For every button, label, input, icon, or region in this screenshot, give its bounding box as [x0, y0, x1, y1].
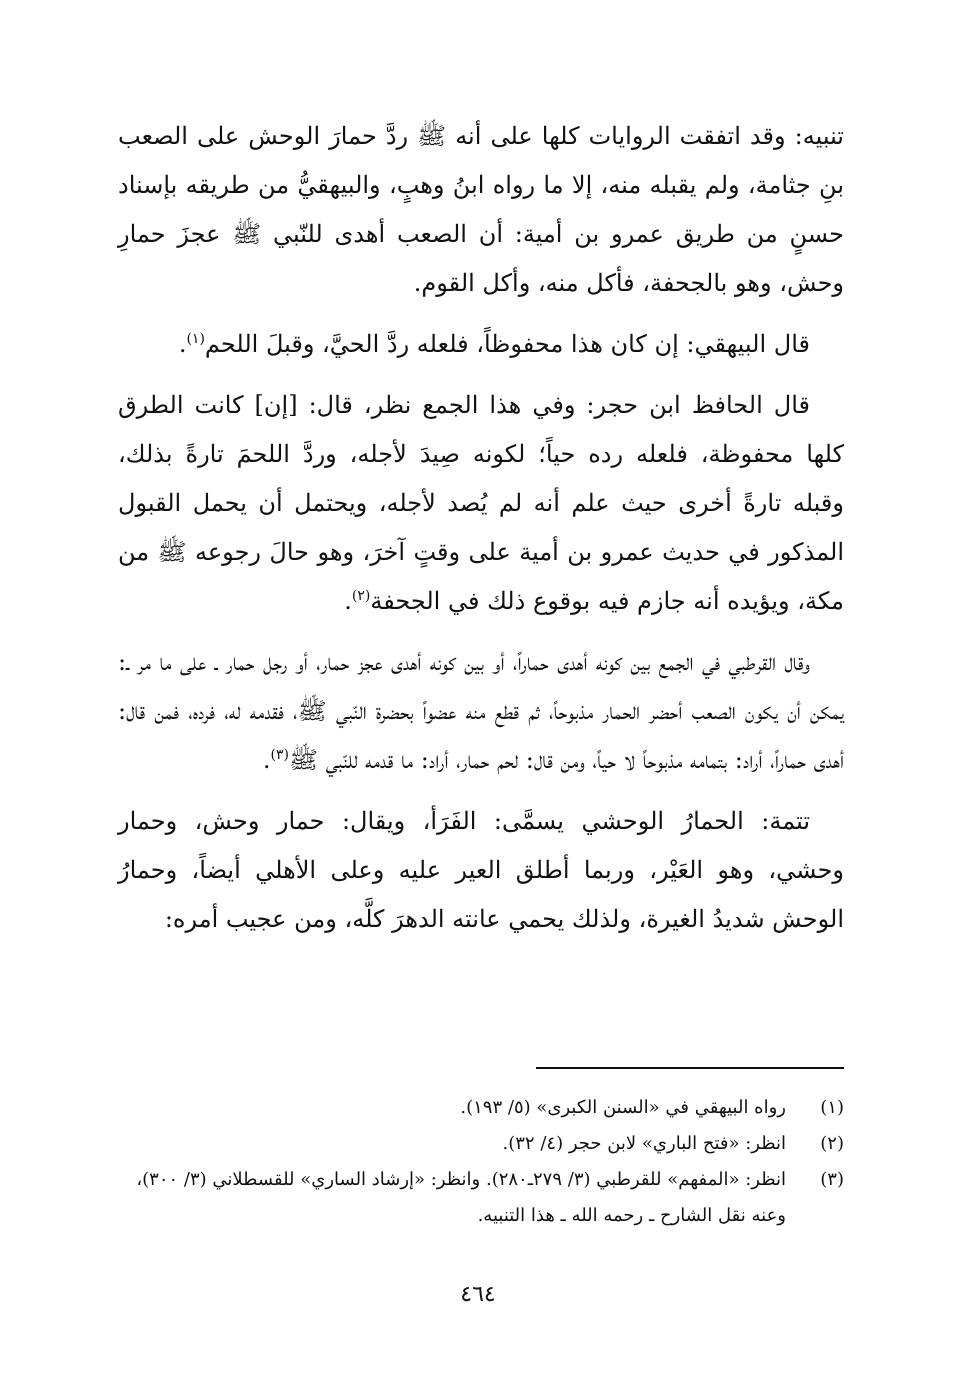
footnote-number: (٣)	[820, 1169, 844, 1190]
footnote-ref: (٢)	[351, 588, 371, 604]
footnote-ref: (٣)	[270, 747, 289, 763]
paragraph-tatimma: تتمة: الحمارُ الوحشي يسمَّى: الفَرَأ، ويقال: حمار وحش، وحمار وحشي، وهو العَيْر، وربما أطلق العير عليه وعلى الأهلي أيضاً، وحمارُ الوحش شديدُ الغيرة، ولذلك يحمي عانته الدهرَ كلَّه، ومن عجيب أمره:	[118, 807, 844, 933]
footnote-text: انظر: «المفهم» للقرطبي (٣/ ٢٧٩ـ٢٨٠). وانظر: «إرشاد الساري» للقسطلاني (٣/ ٣٠٠)، وعنه نقل الشارح ـ رحمه الله ـ هذا التنبيه.	[136, 1169, 786, 1226]
footnote-text: رواه البيهقي في «السنن الكبرى» (٥/ ١٩٣).	[460, 1097, 786, 1118]
main-text	[118, 112, 844, 956]
footnote-item	[118, 1162, 844, 1234]
paragraph-tanbih: تنبيه: وقد اتفقت الروايات كلها على أنه ﷺ ردَّ حمارَ الوحش على الصعب بنِ جثامة، ولم يقبله منه، إلا ما رواه ابنُ وهبٍ، والبيهقيُّ من طريقه بإسناد حسنٍ من طريق عمرو بن أمية: أن الصعب أهدى للنّبي ﷺ عجزَ حمارِ وحش، وهو بالجحفة، فأكل منه، وأكل القوم.	[118, 122, 844, 297]
paragraph-qurtubi: وقال القرطبي في الجمع بين كونه أهدى حماراً، أو بين كونه أهدى عجز حمار، أو رجل حمار ـ على ما مر ـ: يمكن أن يكون الصعب أحضر الحمار مذبوحاً، ثم قطع منه عضواً بحضرة النّبي ﷺ، فقدمه له، فرده، فمن قال: أهدى حماراً، أراد: بتمامه مذبوحاً لا حياً، ومن قال: لحم حمار، أراد: ما قدمه للنّبي ﷺ$^{(٣)}$.	[118, 648, 844, 774]
paragraph-ibn-hajar: قال الحافظ ابن حجر: وفي هذا الجمع نظر، قال: [إن] كانت الطرق كلها محفوظة، فلعله رده حياً؛ لكونه صِيدَ لأجله، وردَّ اللحمَ تارةً بذلك، وقبله تارةً أخرى حيث علم أنه لم يُصد لأجله، ويحتمل أن يحمل القبول المذكور في حديث عمرو بن أمية على وقتٍ آخرَ، وهو حالَ رجوعه ﷺ من مكة، ويؤيده أنه جازم فيه بوقوع ذلك في الجحفة$^{(٢)}$.	[118, 391, 844, 615]
footnote-text: انظر: «فتح الباري» لابن حجر (٤/ ٣٢).	[502, 1133, 786, 1154]
paragraph-bayhaqi: قال البيهقي: إن كان هذا محفوظاً، فلعله ردَّ الحيَّ، وقبلَ اللحم$^{(١)}$.	[178, 330, 810, 358]
footnote-number: (٢)	[820, 1133, 844, 1154]
footnote-number: (١)	[820, 1097, 844, 1118]
footnote-item	[118, 1126, 844, 1162]
footnote-item	[118, 1090, 844, 1126]
footnotes	[118, 1090, 844, 1234]
footnote-ref: (١)	[186, 331, 205, 347]
page-number: ٤٦٤	[460, 1282, 496, 1307]
footnote-separator	[536, 1067, 844, 1069]
